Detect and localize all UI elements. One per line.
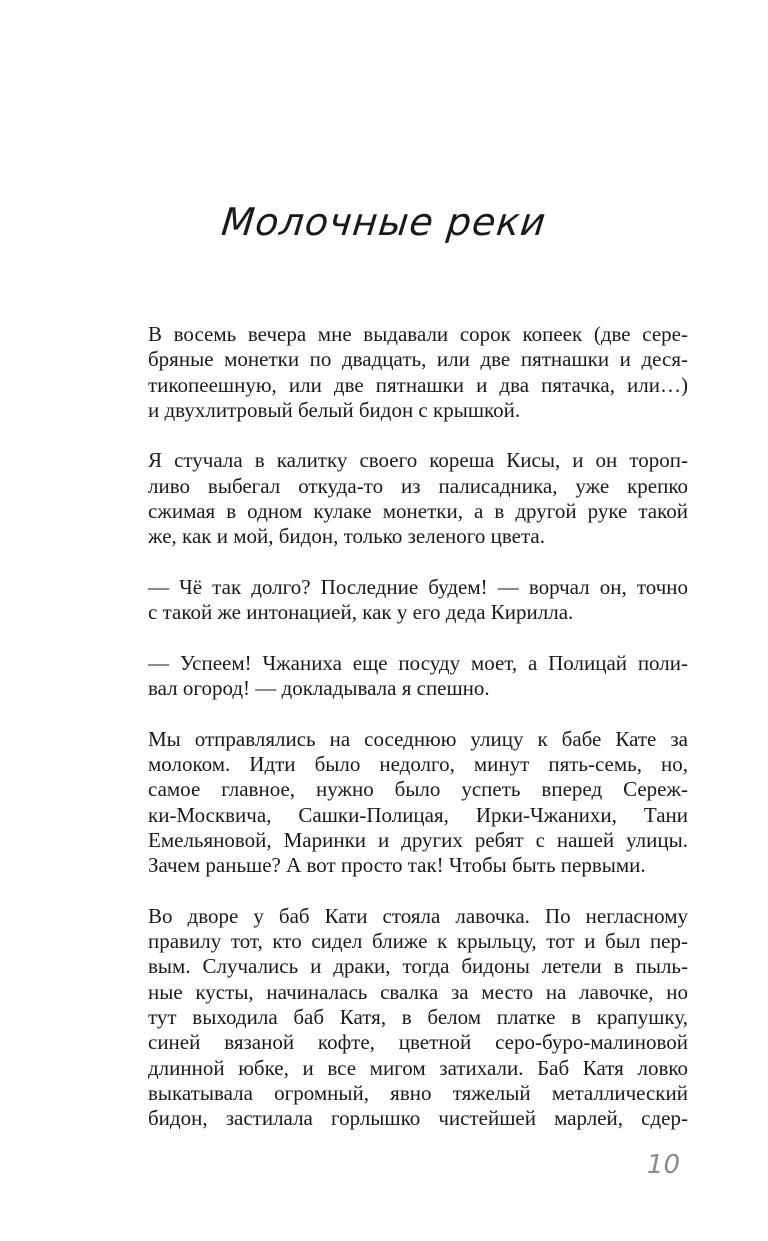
paragraph — [148, 448, 688, 549]
paragraph — [148, 322, 688, 423]
text-line: длинной юбке, и все мигом затихали. Баб Катя ловко — [148, 1055, 688, 1080]
text-line: бряные монетки по двадцать, или две пятнашки и деся- — [148, 347, 688, 372]
text-line: Я стучала в калитку своего кореша Кисы, и он тороп- — [148, 448, 688, 473]
text-line: Мы отправлялись на соседнюю улицу к бабе Кате за — [148, 726, 688, 751]
text-line: ные кусты, начиналась свалка за место на лавочке, но — [148, 979, 688, 1004]
text-line: и двухлитровый белый бидон с крышкой. — [148, 397, 521, 422]
text-line: правилу тот, кто сидел ближе к крыльцу, тот и был пер- — [148, 929, 688, 954]
chapter-title: Молочные реки — [219, 200, 549, 244]
text-line: сжимая в одном кулаке монетки, а в другой руке такой — [148, 499, 688, 524]
text-line: с такой же интонацией, как у его деда Кирилла. — [148, 600, 574, 625]
paragraph — [148, 904, 688, 1132]
paragraph — [148, 575, 688, 626]
text-line: В восемь вечера мне выдавали сорок копеек (две сере- — [148, 322, 688, 346]
text-line: тут выходила баб Катя, в белом платке в крапушку, — [148, 1005, 688, 1030]
text-line: — Чё так долго? Последние будем! — ворчал он, точно — [148, 574, 688, 599]
text-line: Емельяновой, Маринки и других ребят с нашей улицы. — [148, 827, 688, 852]
text-line: вым. Случались и драки, тогда бидоны летели в пыль- — [148, 954, 688, 979]
text-line: бидон, застилала горлышко чистейшей марлей, сдер- — [148, 1106, 688, 1131]
text-line: вал огород! — докладывала я спешно. — [148, 676, 490, 701]
body-text — [148, 322, 688, 1157]
text-line: Во дворе у баб Кати стояла лавочка. По негласному — [148, 903, 688, 928]
text-line: выкатывала огромный, явно тяжелый металлический — [148, 1080, 688, 1105]
text-line: Зачем раньше? А вот просто так! Чтобы быть первыми. — [148, 853, 646, 878]
text-line: синей вязаной кофте, цветной серо-буро-малиновой — [148, 1030, 688, 1055]
paragraph — [148, 727, 688, 879]
text-line: молоком. Идти было недолго, минут пять-семь, но, — [148, 752, 688, 777]
page-number: 10 — [646, 1150, 680, 1180]
text-line: тикопеешную, или две пятнашки и два пятачка, или…) — [148, 372, 688, 397]
paragraph — [148, 651, 688, 702]
text-line: — Успеем! Чжаниха еще посуду моет, а Полицай поли- — [148, 650, 688, 675]
text-line: ливо выбегал откуда-то из палисадника, уже крепко — [148, 473, 688, 498]
text-line: же, как и мой, бидон, только зеленого цвета. — [148, 524, 545, 549]
text-line: самое главное, нужно было успеть вперед Сереж- — [148, 777, 688, 802]
text-line: ки-Москвича, Сашки-Полицая, Ирки-Чжанихи, Тани — [148, 802, 688, 827]
